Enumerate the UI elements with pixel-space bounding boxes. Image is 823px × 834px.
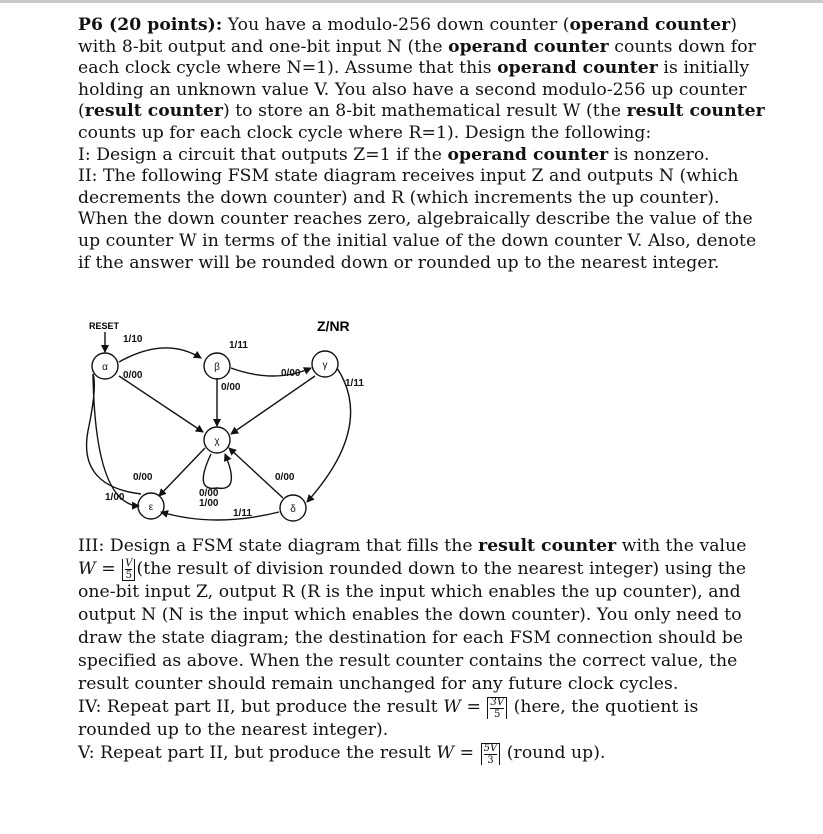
- ceil-fraction: [481, 743, 501, 765]
- text-run: operand counter: [448, 36, 609, 57]
- label-chi-self-a: 0/00: [199, 488, 219, 499]
- text-run: =: [460, 697, 487, 717]
- edge-gamma-chi: [231, 376, 315, 434]
- text-run: result counter: [626, 101, 765, 122]
- label-beta-gamma: 0/00: [281, 368, 301, 379]
- text-run: counts up for each clock cycle where R=1). Design the following:: [78, 122, 652, 143]
- text-run: ) with 8-bit output and one-bit input N (the: [78, 15, 737, 57]
- text-run: operand counter: [447, 144, 609, 165]
- part-4: [78, 697, 698, 740]
- variable-w: W: [78, 559, 96, 579]
- text-run: operand counter: [497, 58, 658, 79]
- part-2: II: The following FSM state diagram receives input Z and outputs N (which decrements the down counter) and R (which increments the up counter). When the down counter reaches zero, algebraically describe the value of the up counter W in terms of the initial value of the down counter V. Also, denote if the answer will be rounded down or rounded up to the nearest integer.: [78, 166, 757, 273]
- problem-statement: [78, 15, 768, 274]
- state-gamma-name: γ: [322, 360, 328, 371]
- variable-w: W: [436, 743, 455, 763]
- text-run: IV: Repeat part II, but produce the result: [78, 697, 444, 717]
- text-run: result counter: [84, 101, 223, 122]
- fraction-denominator: 3: [487, 754, 494, 766]
- text-run: counts down for each clock cycle where N=1). Assume that this: [78, 36, 756, 79]
- fraction-numerator: 3V: [490, 696, 505, 708]
- part-3: [78, 536, 746, 694]
- text-run: III: Design a FSM state diagram that fills the: [78, 536, 479, 556]
- label-chi-epsilon: 0/00: [133, 472, 153, 483]
- label-alpha-beta: 1/11: [229, 340, 248, 351]
- edge-alpha-beta: [119, 348, 201, 362]
- fsm-state-diagram: [75, 316, 375, 531]
- state-beta-name: β: [214, 362, 220, 373]
- text-run: I: Design a circuit that outputs Z=1 if the: [78, 144, 448, 165]
- text-run: =: [454, 743, 480, 763]
- label-delta-epsilon: 1/11: [233, 508, 252, 519]
- edge-epsilon-self-b: [93, 374, 139, 506]
- io-label: Z/NR: [317, 318, 350, 334]
- top-rule: [0, 0, 823, 3]
- fraction-numerator: 5V: [483, 742, 498, 754]
- text-run: =: [95, 559, 122, 579]
- label-delta-chi: 0/00: [275, 472, 295, 483]
- state-alpha-name: α: [102, 362, 108, 373]
- text-run: (here, the quotient is rounded up to the nearest integer).: [78, 697, 699, 740]
- label-gamma-delta: 1/11: [345, 378, 364, 389]
- text-run: operand counter: [569, 15, 731, 35]
- text-run: (the result of division rounded down to the nearest integer) using the one-bit input Z, output R (R is the input which enables the up counter), and output N (N is the input which enables the down counter). You only need to draw the state diagram; the destination for each FSM connection should be specified as above. When the result counter contains the correct value, the result counter should remain unchanged for any future clock cycles.: [78, 559, 747, 694]
- label-alpha-chi: 0/00: [123, 370, 143, 381]
- part-1: [78, 145, 710, 165]
- edge-alpha-chi: [119, 376, 203, 432]
- state-delta-name: δ: [290, 504, 296, 515]
- label-reset-alpha: 1/10: [123, 334, 143, 345]
- text-run: is nonzero.: [608, 144, 710, 165]
- variable-w: W: [443, 697, 461, 717]
- reset-label: RESET: [89, 321, 120, 331]
- ceil-fraction: [487, 697, 507, 719]
- label-chi-self-b: 1/00: [199, 498, 219, 509]
- text-run: (round up).: [501, 743, 606, 763]
- text-run: You have a modulo-256 down counter (: [222, 15, 570, 35]
- text-run: V: Repeat part II, but produce the result: [78, 743, 437, 763]
- state-epsilon-name: ε: [148, 502, 154, 513]
- text-run: with the value: [616, 536, 747, 556]
- text-run: ) to store an 8-bit mathematical result W (the: [222, 101, 627, 122]
- state-chi-name: χ: [214, 436, 220, 447]
- edge-chi-self: [203, 454, 231, 488]
- text-run: result counter: [478, 536, 617, 556]
- problem-heading: P6 (20 points):: [78, 15, 223, 35]
- label-epsilon-self: 1/00: [105, 492, 125, 503]
- label-beta-chi: 0/00: [221, 382, 241, 393]
- fraction-numerator: V: [125, 557, 133, 569]
- floor-fraction: [122, 559, 135, 581]
- part-5: [78, 742, 606, 766]
- fraction-denominator: 5: [125, 569, 133, 581]
- parts-3-to-5: [78, 535, 768, 765]
- fraction-denominator: 5: [494, 708, 501, 720]
- text-run: is initially holding an unknown value V. You also have a second modulo-256 up counter (: [78, 58, 750, 122]
- edge-delta-epsilon: [161, 512, 279, 520]
